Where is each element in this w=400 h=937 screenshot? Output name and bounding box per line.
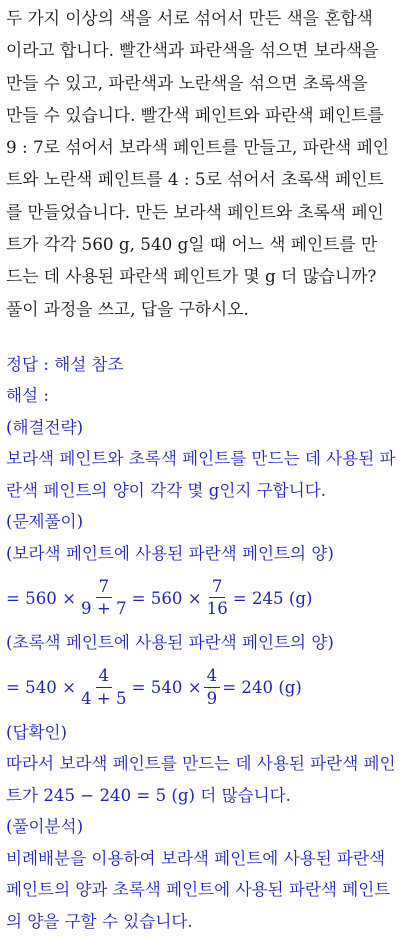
green-heading: (초록색 페인트에 사용된 파란색 페인트의 양) bbox=[6, 633, 334, 653]
analysis-line: 의 양을 구할 수 있습니다. bbox=[6, 911, 193, 931]
analysis-line: 페인트의 양과 초록색 페인트에 사용된 파란색 페인트 bbox=[6, 880, 391, 900]
eq-lead: = 560 × bbox=[6, 588, 77, 608]
fraction-denominator: 9 + 7 bbox=[81, 599, 127, 619]
fraction-denominator: 9 bbox=[206, 688, 218, 708]
problem-line: 트와 노란색 페인트를 4 : 5로 섞어서 초록색 페인트 bbox=[6, 169, 384, 190]
check-line: 트가 245 − 240 = 5 (g) 더 많습니다. bbox=[6, 785, 291, 805]
eq-lead: = 540 × bbox=[6, 678, 77, 698]
problem-line: 트가 각각 560 g, 540 g일 때 어느 색 페인트를 만 bbox=[6, 234, 378, 255]
green-equation bbox=[6, 659, 394, 717]
fraction-numerator: 7 bbox=[209, 579, 226, 599]
strategy-label: (해결전략) bbox=[6, 417, 84, 437]
eq-result: = 245 (g) bbox=[232, 588, 313, 608]
answer-line: 정답 : 해설 참조 bbox=[6, 354, 124, 374]
problem-line: 풀이 과정을 쓰고, 답을 구하시오. bbox=[6, 298, 249, 319]
problem-line: 드는 데 사용된 파란색 페인트가 몇 g 더 많습니까? bbox=[6, 266, 377, 287]
solution bbox=[6, 349, 394, 937]
problem-line: 두 가지 이상의 색을 서로 섞어서 만든 색을 혼합색 bbox=[6, 8, 373, 28]
strategy-line: 보라색 페인트와 초록색 페인트를 만드는 데 사용된 파 bbox=[6, 449, 396, 469]
eq-mid: = 540 × bbox=[131, 678, 202, 698]
fraction-numerator: 4 bbox=[204, 668, 221, 688]
fraction bbox=[78, 576, 130, 619]
explanation-label: 해설 : bbox=[6, 386, 49, 406]
problem-line: 만들 수 있습니다. 빨간색 페인트와 파란색 페인트를 bbox=[6, 104, 384, 125]
check-label: (답확인) bbox=[6, 722, 68, 742]
problem-text bbox=[6, 2, 394, 325]
problem-line: 를 만들었습니다. 만든 보라색 페인트와 초록색 페인 bbox=[6, 201, 384, 222]
fraction-numerator: 7 bbox=[96, 579, 113, 599]
fraction bbox=[78, 668, 130, 707]
eq-result: = 240 (g) bbox=[222, 678, 302, 698]
analysis-line: 비례배분을 이용하여 보라색 페인트에 사용된 파란색 bbox=[6, 848, 386, 868]
fraction-numerator: 4 bbox=[96, 668, 113, 688]
process-label: (문제풀이) bbox=[6, 512, 84, 532]
eq-mid: = 560 × bbox=[131, 588, 202, 608]
problem-line: 만들 수 있고, 파란색과 노란색을 섞으면 초록색을 bbox=[6, 72, 368, 93]
fraction-denominator: 4 + 5 bbox=[81, 688, 127, 708]
fraction bbox=[204, 576, 231, 619]
fraction-denominator: 16 bbox=[206, 599, 228, 619]
purple-heading: (보라색 페인트에 사용된 파란색 페인트의 양) bbox=[6, 543, 334, 563]
analysis-label: (풀이분석) bbox=[6, 817, 84, 837]
problem-line: 이라고 합니다. 빨간색과 파란색을 섞으면 보라색을 bbox=[6, 40, 379, 61]
problem-line: 9 : 7로 섞어서 보라색 페인트를 만들고, 파란색 페인 bbox=[6, 137, 390, 158]
fraction bbox=[204, 668, 221, 707]
strategy-line: 란색 페인트의 양이 각각 몇 g인지 구합니다. bbox=[6, 480, 327, 500]
purple-equation bbox=[6, 569, 394, 627]
check-line: 따라서 보라색 페인트를 만드는 데 사용된 파란색 페인 bbox=[6, 754, 396, 774]
